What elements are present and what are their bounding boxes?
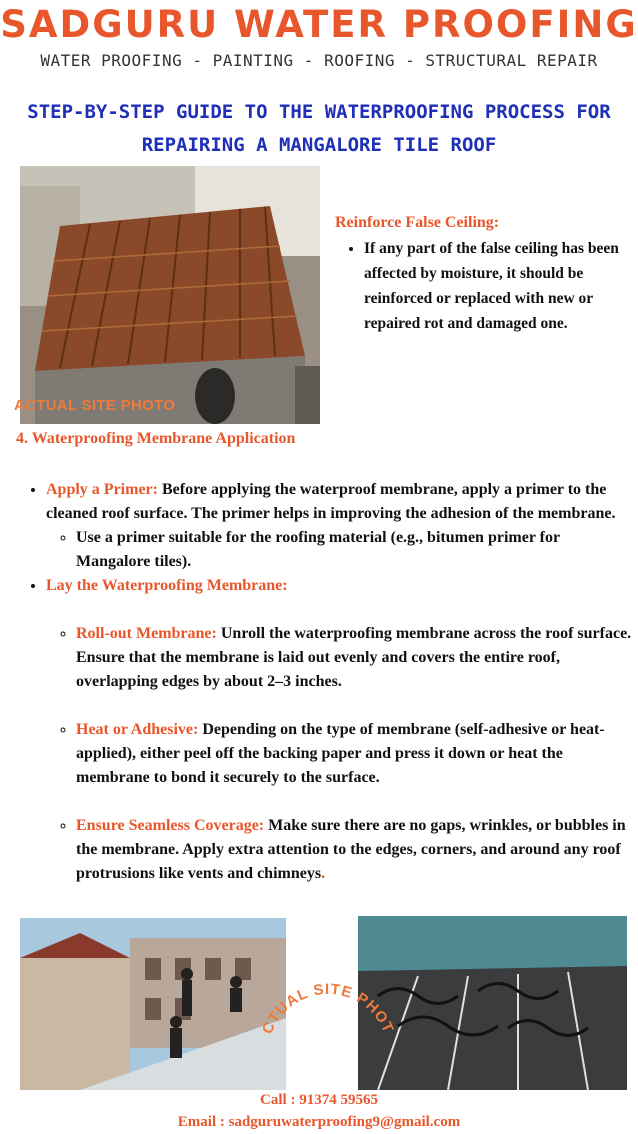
roof-photo-top (20, 166, 320, 424)
membrane-sub-item: ◦ Roll-out Membrane: Unroll the waterproofing membrane across the roof surface. Ensure that the membrane is laid out evenly and covers the entire roof, overlapping edges by about 2–3 inches. (76, 622, 632, 694)
list-item-primer (46, 478, 632, 574)
guide-title: STEP-BY-STEP GUIDE TO THE WATERPROOFING PROCESS FOR REPAIRING A MANGALORE TILE ROOF (27, 101, 611, 156)
false-ceiling-title: Reinforce False Ceiling: (335, 214, 500, 231)
membrane-label: Lay the Waterproofing Membrane: (46, 577, 288, 594)
tagline: WATER PROOFING - PAINTING - ROOFING - STRUCTURAL REPAIR (40, 51, 598, 70)
membrane-sub-item: ◦ Heat or Adhesive: Depending on the type of membrane (self-adhesive or heat-applied), either peel off the backing paper and press it down or heat the membrane to bond it securely to the surface. (76, 718, 632, 790)
membrane-sub-item: ◦ Ensure Seamless Coverage: Make sure there are no gaps, wrinkles, or bubbles in the membrane. Apply extra attention to the edges, corners, and around any roof protrusions like vents and chimneys. (76, 814, 632, 886)
brand-title: SADGURU WATER PROOFING (0, 3, 638, 46)
false-ceiling-text: • If any part of the false ceiling has been affected by moisture, it should be reinforced or replaced with new or repaired rot and damaged one. (364, 236, 631, 336)
contact-email: Email : sadguruwaterproofing9@gmail.com (177, 1114, 461, 1130)
false-ceiling-block (335, 214, 631, 336)
curved-site-photo-label (258, 930, 398, 1045)
site-photo-workers (20, 918, 286, 1090)
section-heading: 4. Waterproofing Membrane Application (16, 430, 296, 447)
primer-sub-item: ◦ Use a primer suitable for the roofing material (e.g., bitumen primer for Mangalore tiles). (76, 526, 632, 574)
contact-call: Call : 91374 59565 (260, 1092, 378, 1108)
steps-list (0, 478, 632, 886)
svg-text:ACTUAL SITE PHOTO: CTUAL SITE PHOT (258, 980, 397, 1037)
site-photo-membrane (358, 916, 627, 1090)
primer-text: Before applying the waterproof membrane, apply a primer to the cleaned roof surface. The primer helps in improving the adhesion of the membrane. (46, 481, 616, 522)
list-item-membrane (46, 574, 632, 886)
primer-label: Apply a Primer: (46, 481, 158, 498)
site-photo-watermark: ACTUAL SITE PHOTO (14, 397, 176, 414)
